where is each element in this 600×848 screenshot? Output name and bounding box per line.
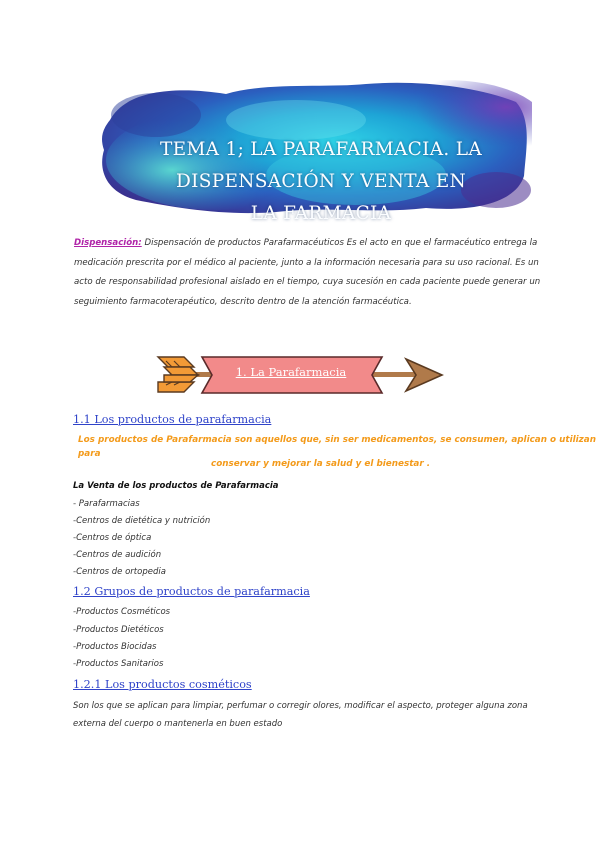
heading-1-2-1[interactable]: 1.2.1 Los productos cosméticos [73, 678, 252, 691]
intro-text: Dispensación de productos Parafarmacéuticos Es el acto en que el farmacéutico entrega la medicación prescrita por el médico al paciente, junto a la información necesaria para su uso racional. Es un acto de responsabilidad profesional aislado en el tiempo, cuya sucesión en cada paciente puede generar un seguimiento farmacoterapéutico, descrito dentro de la atención farmacéutica. [74, 238, 541, 307]
intro-paragraph [74, 234, 544, 312]
venta-title: La Venta de los productos de Parafarmacia [73, 481, 279, 491]
venta-item: -Centros de audición [73, 550, 162, 560]
page-title [116, 134, 526, 230]
group-item: -Productos Sanitarios [73, 659, 164, 669]
cosmetics-text-line-1: Son los que se aplican para limpiar, perfumar o corregir olores, modificar el aspecto, proteger alguna zona [73, 701, 528, 711]
venta-item: -Centros de óptica [73, 533, 152, 543]
venta-item: -Centros de ortopedia [73, 567, 166, 577]
group-item: -Productos Cosméticos [73, 607, 171, 617]
section-arrow [150, 345, 450, 405]
title-banner [96, 80, 532, 224]
group-item: -Productos Dietéticos [73, 625, 164, 635]
keyword-dispensacion: Dispensación: [74, 238, 142, 248]
definition-line-1: Los productos de Parafarmacia son aquellos que, sin ser medicamentos, se consumen, aplican o utilizan para [78, 435, 596, 459]
page-title-line-2: LA FARMACIA [250, 203, 392, 224]
definition-line-2: conservar y mejorar la salud y el bienestar . [211, 459, 431, 469]
section-1-label: 1. La Parafarmacia [235, 365, 347, 379]
heading-1-2[interactable]: 1.2 Grupos de productos de parafarmacia [73, 585, 310, 598]
venta-item: -Centros de dietética y nutrición [73, 516, 211, 526]
venta-item: - Parafarmacias [73, 499, 140, 509]
heading-1-1[interactable]: 1.1 Los productos de parafarmacia [73, 413, 272, 426]
group-item: -Productos Biocidas [73, 642, 157, 652]
page-title-line-1: TEMA 1; LA PARAFARMACIA. LA DISPENSACIÓN Y VENTA EN [160, 139, 482, 192]
cosmetics-text-line-2: externa del cuerpo o mantenerla en buen estado [73, 719, 283, 729]
